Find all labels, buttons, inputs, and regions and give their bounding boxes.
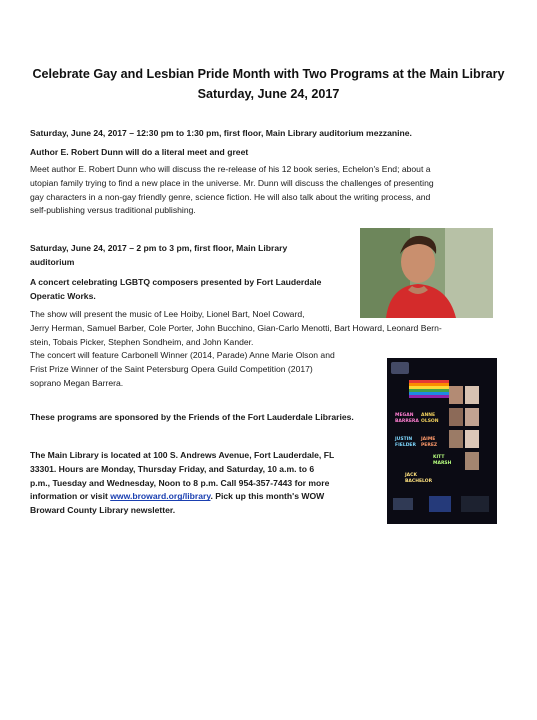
svg-text:BARRERA: BARRERA [395,419,419,424]
program1-desc-line: Meet author E. Robert Dunn who will discuss the re-release of his 12 book series, Echelon's End; about a [30,164,431,174]
sponsor-note: These programs are sponsored by the Friends of the Fort Lauderdale Libraries. [30,412,354,422]
concert-poster-artwork [387,358,497,524]
location-line: The Main Library is located at 100 S. Andrews Avenue, Fort Lauderdale, FL [30,450,335,460]
program1-headline: Author E. Robert Dunn will do a literal meet and greet [30,147,249,157]
svg-text:FIELDER: FIELDER [395,443,416,448]
program1-desc-line: utopian family trying to find a new place in the universe. Mr. Dunn will discuss the challenges of presenting [30,177,434,188]
program2-desc-line: stein, Tobais Picker, Stephen Sondheim, and John Kander. [30,336,254,347]
program2-desc-line: Jerry Herman, Samuel Barber, Cole Porter, John Bucchino, Gian-Carlo Menotti, Bart Howard, Leonard Bern- [30,322,442,333]
location-text: . Pick up this month's WOW [210,491,325,502]
svg-text:PEREZ: PEREZ [421,443,438,448]
author-photo-illustration [360,228,493,318]
library-website-link[interactable]: www.broward.org/library [110,491,211,502]
svg-text:BACHELOR: BACHELOR [405,479,433,484]
program1-desc-line: gay characters in a non-gay friendly genre, science fiction. He will also talk about the writing process, and [30,191,431,202]
location-text: information or visit [30,491,111,502]
program2-desc-line: The show will present the music of Lee Hoiby, Lionel Bart, Noel Coward, [30,309,305,319]
title-line-1: Celebrate Gay and Lesbian Pride Month with Two Programs at the Main Library [32,67,505,81]
poster-rainbow-title [409,380,449,398]
program1-desc-line: self-publishing versus traditional publishing. [30,205,196,216]
program2-desc-line: The concert will feature Carbonell Winner (2014, Parade) Anne Marie Olson and [30,350,335,361]
location-line: 33301. Hours are Monday, Thursday Friday, and Saturday, 10 a.m. to 6 [30,463,315,474]
program2-headline-line-2: Operatic Works. [30,291,96,301]
program1-when: Saturday, June 24, 2017 – 12:30 pm to 1:30 pm, first floor, Main Library auditorium mezzanine. [30,128,412,138]
svg-text:JACK: JACK [405,473,417,478]
program2-headline-line-1: A concert celebrating LGBTQ composers presented by Fort Lauderdale [30,277,322,287]
location-line [30,490,334,504]
svg-text:MARSH: MARSH [433,461,452,466]
svg-text:JAIME: JAIME [421,437,436,442]
location-line: p.m., Tuesday and Wednesday, Noon to 8 p.m. Call 954-357-7443 for more [30,477,330,488]
program2-desc-line: Frist Prize Winner of the Saint Petersburg Opera Guild Competition (2017) [30,364,313,375]
program2-when-line-1: Saturday, June 24, 2017 – 2 pm to 3 pm, first floor, Main Library [30,243,288,253]
location-line: Broward County Library newsletter. [30,505,176,516]
program2-desc-line: soprano Megan Barrera. [30,377,124,388]
title-line-2: Saturday, June 24, 2017 [197,87,340,101]
svg-text:KITT: KITT [433,455,445,460]
svg-text:ANNE: ANNE [421,413,436,418]
svg-text:OLSON: OLSON [421,419,439,424]
program2-when-line-2: auditorium [30,257,75,267]
svg-text:JUSTIN: JUSTIN [395,437,413,442]
concert-poster [387,358,497,524]
svg-text:MEGAN: MEGAN [395,413,414,418]
location-info [30,449,334,518]
flyer-title [20,64,517,104]
author-photo [360,228,493,318]
program1-description [30,163,434,218]
